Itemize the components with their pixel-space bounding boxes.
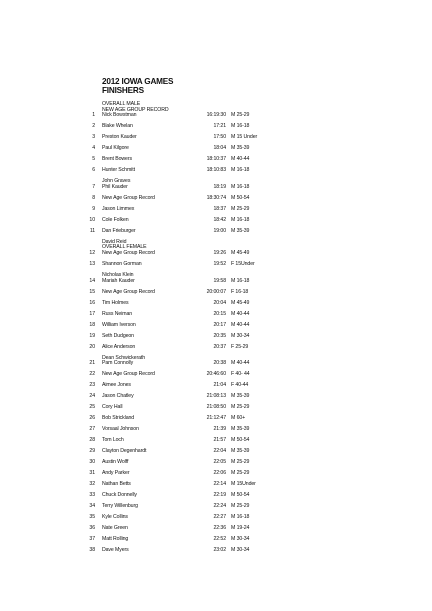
place-number: 29 <box>89 448 95 455</box>
age-division: M 50-54 <box>231 194 250 201</box>
entry-line: New Age Group Record <box>102 250 155 257</box>
age-division: F 40-44 <box>231 382 249 389</box>
finish-time: 17:50 <box>213 134 226 141</box>
place-number: 9 <box>92 205 95 212</box>
result-row <box>0 388 432 399</box>
age-division: M 16-18 <box>231 514 250 521</box>
finish-time: 19:00 <box>213 227 226 234</box>
age-division: M 25-29 <box>231 112 250 119</box>
finish-time: 21:04 <box>213 382 226 389</box>
place-number: 36 <box>89 525 95 532</box>
place-number: 19 <box>89 332 95 339</box>
finish-time: 22:24 <box>213 503 226 510</box>
age-division: M 15Under <box>231 481 256 488</box>
age-division: M 19-24 <box>231 525 250 532</box>
finish-time: 20:04 <box>213 299 226 306</box>
result-row <box>0 284 432 295</box>
entry-line: William Iverson <box>102 321 136 328</box>
place-number: 2 <box>92 123 95 130</box>
finish-time: 18:19 <box>213 183 226 190</box>
entry-line: Cole Folken <box>102 216 129 223</box>
place-number: 32 <box>89 481 95 488</box>
place-number: 16 <box>89 299 95 306</box>
place-number: 5 <box>92 156 95 163</box>
result-row <box>0 328 432 339</box>
finish-time: 20:35 <box>213 332 226 339</box>
place-number: 38 <box>89 547 95 554</box>
entry-line: Brent Bowers <box>102 156 132 163</box>
place-number: 7 <box>92 183 95 190</box>
entry-line: Terry Willenburg <box>102 503 138 510</box>
result-row <box>0 410 432 421</box>
entry-line: Nicholas Klein <box>102 272 134 279</box>
finish-time: 21:08:50 <box>206 404 226 411</box>
place-number: 8 <box>92 194 95 201</box>
result-row <box>0 256 432 267</box>
place-number: 17 <box>89 310 95 317</box>
results-list <box>0 96 432 553</box>
age-division: M 35-39 <box>231 393 250 400</box>
place-number: 27 <box>89 426 95 433</box>
result-row <box>0 509 432 520</box>
place-number: 21 <box>89 360 95 367</box>
age-division: M 40-44 <box>231 321 250 328</box>
entry-line: Vorsaal Johnson <box>102 426 139 433</box>
place-number: 14 <box>89 277 95 284</box>
result-row <box>0 399 432 410</box>
entry-line: Preston Kauder <box>102 134 137 141</box>
result-row <box>0 267 432 284</box>
result-row <box>0 520 432 531</box>
finish-time: 17:21 <box>213 123 226 130</box>
age-division: M 45-49 <box>231 250 250 257</box>
entry-line: New Age Group Record <box>102 371 155 378</box>
finish-time: 18:10:37 <box>206 156 226 163</box>
age-division: M 40-44 <box>231 360 250 367</box>
place-number: 11 <box>89 227 95 234</box>
place-number: 18 <box>89 321 95 328</box>
place-number: 15 <box>89 288 95 295</box>
finish-time: 19:26 <box>213 250 226 257</box>
finish-time: 20:37 <box>213 343 226 350</box>
place-number: 22 <box>89 371 95 378</box>
age-division: M 45-49 <box>231 299 250 306</box>
finish-time: 16:19:30 <box>206 112 226 119</box>
place-number: 33 <box>89 492 95 499</box>
entry-line: Russ Neiman <box>102 310 133 317</box>
entry-line: John Graves <box>102 178 131 185</box>
age-division: M 16-18 <box>231 123 250 130</box>
age-division: M 16-18 <box>231 167 250 174</box>
finish-time: 21:39 <box>213 426 226 433</box>
entry-line: Dave Myers <box>102 547 129 554</box>
place-number: 28 <box>89 437 95 444</box>
finish-time: 20:38 <box>213 360 226 367</box>
place-number: 1 <box>92 112 95 119</box>
result-row <box>0 118 432 129</box>
entry-line: OVERALL FEMALE <box>102 244 147 251</box>
finish-time: 22:27 <box>213 514 226 521</box>
entry-line: Andy Parker <box>102 470 130 477</box>
result-row <box>0 306 432 317</box>
age-division: M 30-34 <box>231 536 250 543</box>
age-division: M 60+ <box>231 415 246 422</box>
finish-time: 22:06 <box>213 470 226 477</box>
finish-time: 22:19 <box>213 492 226 499</box>
age-division: M 15 Under <box>231 134 258 141</box>
result-row <box>0 190 432 201</box>
age-division: M 16-18 <box>231 277 250 284</box>
entry-line: Mariah Kauder <box>102 277 135 284</box>
result-row <box>0 377 432 388</box>
entry-line: Nathan Betts <box>102 481 131 488</box>
age-division: F 16-18 <box>231 288 249 295</box>
place-number: 20 <box>89 343 95 350</box>
result-row <box>0 173 432 190</box>
entry-line: Jason Limmex <box>102 205 135 212</box>
entry-line: Jason Chatley <box>102 393 134 400</box>
place-number: 35 <box>89 514 95 521</box>
entry-line: Aimee Jones <box>102 382 131 389</box>
entry-line: New Age Group Record <box>102 288 155 295</box>
entry-line: Cory Hall <box>102 404 123 411</box>
age-division: M 40-44 <box>231 156 250 163</box>
result-row <box>0 487 432 498</box>
place-number: 37 <box>89 536 95 543</box>
result-row <box>0 151 432 162</box>
result-row <box>0 498 432 509</box>
result-row <box>0 542 432 553</box>
result-row <box>0 162 432 173</box>
age-division: M 35-39 <box>231 145 250 152</box>
entry-line: Matt Rolling <box>102 536 129 543</box>
place-number: 30 <box>89 459 95 466</box>
age-division: M 25-29 <box>231 205 250 212</box>
finish-time: 23:02 <box>213 547 226 554</box>
age-division: M 25-29 <box>231 459 250 466</box>
finish-time: 19:58 <box>213 277 226 284</box>
age-division: F 25-29 <box>231 343 249 350</box>
age-division: M 35-39 <box>231 448 250 455</box>
place-number: 13 <box>89 261 95 268</box>
result-row <box>0 454 432 465</box>
finish-time: 18:37 <box>213 205 226 212</box>
age-division: M 16-18 <box>231 216 250 223</box>
age-division: M 30-34 <box>231 547 250 554</box>
place-number: 24 <box>89 393 95 400</box>
result-row <box>0 201 432 212</box>
entry-line: Hunter Schmitt <box>102 167 135 174</box>
entry-line: Nate Green <box>102 525 128 532</box>
result-row <box>0 317 432 328</box>
entry-line: Austin Wolff <box>102 459 129 466</box>
entry-line: Kyle Collins <box>102 514 128 521</box>
entry-line: Pam Connolly <box>102 360 134 367</box>
age-division: F 40- 44 <box>231 371 250 378</box>
finish-time: 18:42 <box>213 216 226 223</box>
age-division: M 35-39 <box>231 227 250 234</box>
result-row <box>0 96 432 118</box>
place-number: 23 <box>89 382 95 389</box>
page-subtitle: FINISHERS <box>102 86 144 95</box>
place-number: 4 <box>92 145 95 152</box>
finish-time: 19:52 <box>213 261 226 268</box>
age-division: M 25-29 <box>231 470 250 477</box>
result-row <box>0 476 432 487</box>
age-division: M 30-34 <box>231 332 250 339</box>
entry-line: NEW AGE GROUP RECORD <box>102 106 169 113</box>
finish-time: 20:17 <box>213 321 226 328</box>
page-title: 2012 IOWA GAMES <box>102 77 174 86</box>
result-row <box>0 443 432 454</box>
finish-time: 18:10:83 <box>206 167 226 174</box>
age-division: F 15Under <box>231 261 255 268</box>
result-row <box>0 234 432 256</box>
place-number: 10 <box>89 216 95 223</box>
finish-time: 20:00:07 <box>206 288 226 295</box>
entry-line: Paul Kilgore <box>102 145 129 152</box>
entry-line: Nick Bowstman <box>102 112 137 119</box>
finish-time: 18:04 <box>213 145 226 152</box>
finish-time: 21:57 <box>213 437 226 444</box>
finish-time: 21:12:47 <box>206 415 226 422</box>
place-number: 25 <box>89 404 95 411</box>
entry-line: OVERALL MALE <box>102 101 141 108</box>
result-row <box>0 295 432 306</box>
finish-time: 22:52 <box>213 536 226 543</box>
entry-line: Seth Dudgeon <box>102 332 134 339</box>
finish-time: 18:30:74 <box>206 194 226 201</box>
finish-time: 20:46:60 <box>206 371 226 378</box>
entry-line: Phil Kauder <box>102 183 128 190</box>
result-row <box>0 129 432 140</box>
result-row <box>0 421 432 432</box>
result-row <box>0 350 432 367</box>
entry-line: Shannon Gorman <box>102 261 142 268</box>
age-division: M 16-18 <box>231 183 250 190</box>
result-row <box>0 465 432 476</box>
age-division: M 50-54 <box>231 437 250 444</box>
result-row <box>0 223 432 234</box>
entry-line: Alice Anderson <box>102 343 136 350</box>
finish-time: 22:04 <box>213 448 226 455</box>
finish-time: 22:05 <box>213 459 226 466</box>
place-number: 3 <box>92 134 95 141</box>
place-number: 6 <box>92 167 95 174</box>
entry-line: Blake Whelan <box>102 123 133 130</box>
entry-line: David Reid <box>102 238 127 245</box>
result-row <box>0 140 432 151</box>
finish-time: 21:08:13 <box>206 393 226 400</box>
entry-line: Dean Schwickerath <box>102 354 145 361</box>
entry-line: Tom Loch <box>102 437 124 444</box>
result-row <box>0 212 432 223</box>
age-division: M 25-29 <box>231 404 250 411</box>
result-row <box>0 531 432 542</box>
age-division: M 50-54 <box>231 492 250 499</box>
finish-time: 20:15 <box>213 310 226 317</box>
entry-line: New Age Group Record <box>102 194 155 201</box>
entry-line: Tim Holmes <box>102 299 129 306</box>
result-row <box>0 366 432 377</box>
age-division: M 40-44 <box>231 310 250 317</box>
finish-time: 22:14 <box>213 481 226 488</box>
entry-line: Chuck Donnelly <box>102 492 137 499</box>
entry-line: Dan Frieburger <box>102 227 136 234</box>
place-number: 12 <box>89 250 95 257</box>
entry-line: Clayton Degenhardt <box>102 448 147 455</box>
result-row <box>0 432 432 443</box>
result-row <box>0 339 432 350</box>
place-number: 26 <box>89 415 95 422</box>
age-division: M 35-39 <box>231 426 250 433</box>
place-number: 31 <box>89 470 95 477</box>
place-number: 34 <box>89 503 95 510</box>
age-division: M 25-29 <box>231 503 250 510</box>
entry-line: Bob Strickland <box>102 415 135 422</box>
finish-time: 22:36 <box>213 525 226 532</box>
